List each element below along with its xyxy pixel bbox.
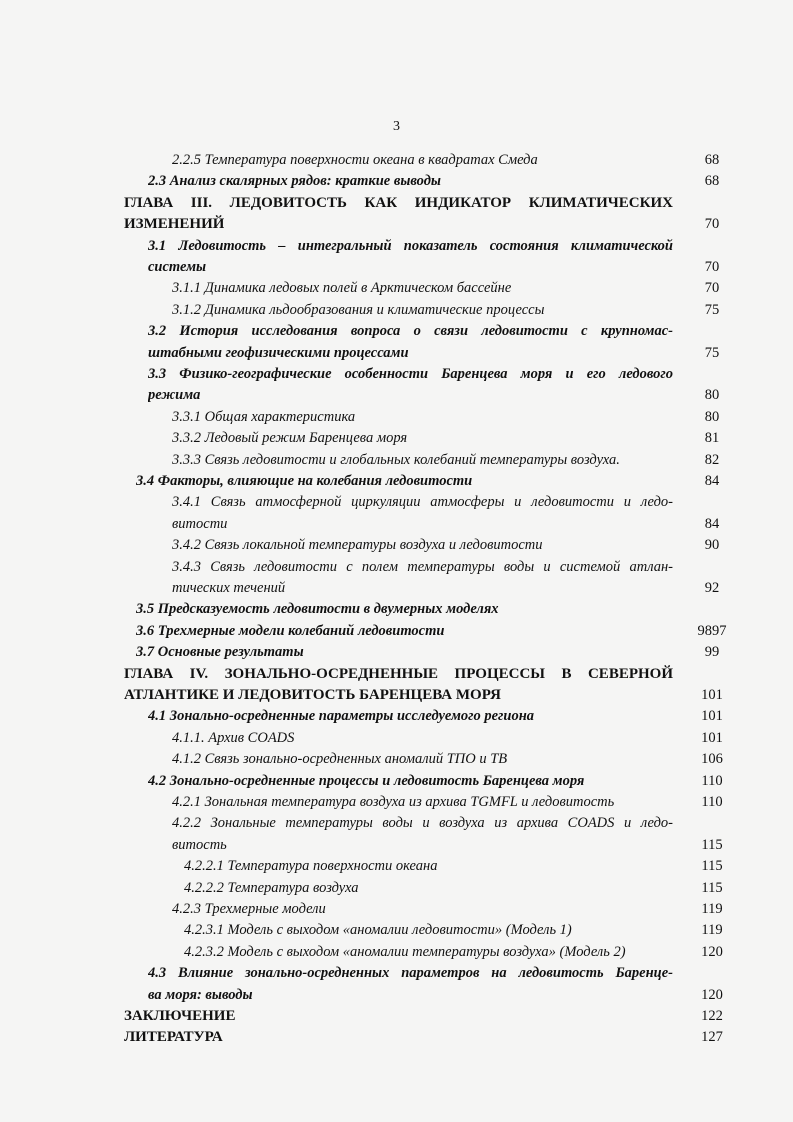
toc-entry-page: 80 <box>704 387 720 404</box>
toc-row <box>0 942 793 963</box>
toc-entry-page: 120 <box>701 986 723 1003</box>
toc-entry-page: 75 <box>704 344 720 361</box>
toc-entry-page: 101 <box>701 687 723 703</box>
toc-entry-page: 127 <box>701 1029 723 1046</box>
toc-entry-text: 4.1.1. Архив COADS <box>172 729 295 746</box>
toc-entry-page: 84 <box>704 473 720 489</box>
toc-entry-text: ЗАКЛЮЧЕНИЕ <box>124 1008 236 1024</box>
toc-row <box>0 963 793 984</box>
toc-row <box>0 450 793 471</box>
toc-row <box>0 771 793 792</box>
toc-row <box>0 300 793 321</box>
toc-entry-text: 3.3.3 Связь ледовитости и глобальных колебаний температуры воздуха. <box>172 451 620 468</box>
toc-row <box>0 792 793 813</box>
toc-entry-page: 80 <box>704 408 720 425</box>
toc-entry-text: 4.2.1 Зональная температура воздуха из архива TGMFL и ледовитость <box>172 794 615 810</box>
toc-entry-text: витости <box>172 515 228 532</box>
toc-entry-page: 106 <box>701 751 723 768</box>
toc-row <box>0 621 793 642</box>
toc-entry-text: 3.5 Предсказуемость ледовитости в двумерных моделях <box>136 601 499 618</box>
toc-row <box>0 856 793 877</box>
toc-row <box>0 193 793 214</box>
toc-entry-page: 70 <box>704 216 720 233</box>
toc-entry-page: 68 <box>704 152 720 168</box>
toc-entry-text: 4.2.2.2 Температура воздуха <box>184 879 359 896</box>
toc-row <box>0 578 793 599</box>
toc-entry-page: 81 <box>704 430 720 447</box>
toc-row <box>0 728 793 749</box>
toc-row <box>0 171 793 192</box>
toc-entry-page: 84 <box>704 515 720 532</box>
toc-row <box>0 535 793 556</box>
toc-entry-text: 3.4.2 Связь локальной температуры воздуха и ледовитости <box>172 537 543 554</box>
toc-entry-text: 2.3 Анализ скалярных рядов: краткие выводы <box>148 173 441 190</box>
page-number: 3 <box>393 119 400 134</box>
toc-row <box>0 428 793 449</box>
toc-entry-text: ИЗМЕНЕНИЙ <box>124 216 225 233</box>
toc-entry-text: ва моря: выводы <box>148 986 253 1003</box>
toc-row <box>0 985 793 1006</box>
toc-entry-page: 115 <box>701 879 723 896</box>
toc-entry-page: 119 <box>701 922 723 939</box>
toc-row <box>0 706 793 727</box>
toc-entry-page: 75 <box>704 301 720 318</box>
toc-entry-text: системы <box>148 259 207 275</box>
toc-entry-page: 101 <box>701 708 723 725</box>
toc-entry-text: тических течений <box>172 580 286 596</box>
toc-entry-text: 3.3.2 Ледовый режим Баренцева моря <box>172 430 408 447</box>
toc-entry-page: 99 <box>704 644 720 661</box>
toc-entry-text: штабными геофизическими процессами <box>148 344 409 361</box>
toc-entry-text: 2.2.5 Температура поверхности океана в квадратах Смеда <box>172 152 538 168</box>
toc-entry-page: 70 <box>704 259 720 275</box>
toc-row <box>0 685 793 706</box>
toc-entry-text: 4.1.2 Связь зонально-осредненных аномалий ТПО и ТВ <box>172 751 508 768</box>
toc-row <box>0 878 793 899</box>
toc-entry-text: 3.1.2 Динамика льдообразования и климатические процессы <box>172 301 545 318</box>
toc-entry-page: 110 <box>701 794 723 810</box>
toc-entry-page: 119 <box>701 901 723 917</box>
toc-row <box>0 813 793 834</box>
toc-entry-page: 115 <box>701 858 723 875</box>
toc-entry-text: 4.2.2 Зональные температуры воды и воздуха из архива COADS и ледо- <box>172 815 673 832</box>
toc-entry-text: 4.2.3.1 Модель с выходом «аномалии ледовитости» (Модель 1) <box>184 922 572 939</box>
toc-entry-text: ГЛАВА IV. ЗОНАЛЬНО-ОСРЕДНЕННЫЕ ПРОЦЕССЫ В СЕВЕРНОЙ <box>124 665 673 682</box>
toc-row <box>0 150 793 171</box>
toc-entry-text: витость <box>172 836 227 853</box>
toc-entry-page: 115 <box>701 836 723 853</box>
toc-row <box>0 514 793 535</box>
toc-entry-text: 4.2.2.1 Температура поверхности океана <box>184 858 438 875</box>
toc-entry-text: 3.3.1 Общая характеристика <box>172 408 356 425</box>
toc-entry-page: 101 <box>701 729 723 746</box>
toc-entry-text: 3.4.1 Связь атмосферной циркуляции атмосферы и ледовитости и ледо- <box>172 494 673 511</box>
toc-entry-text: 3.3 Физико-географические особенности Баренцева моря и его ледового <box>148 366 673 382</box>
toc-row <box>0 1006 793 1027</box>
toc-row <box>0 321 793 342</box>
toc-row <box>0 599 793 620</box>
toc-entry-page: 92 <box>704 580 720 596</box>
toc-row <box>0 835 793 856</box>
toc-entry-page: 122 <box>701 1008 723 1024</box>
toc-entry-text: 3.1.1 Динамика ледовых полей в Арктическом бассейне <box>172 280 512 297</box>
toc-row <box>0 257 793 278</box>
toc-row <box>0 236 793 257</box>
toc-entry-text: ГЛАВА III. ЛЕДОВИТОСТЬ КАК ИНДИКАТОР КЛИМАТИЧЕСКИХ <box>124 194 673 211</box>
toc-row <box>0 920 793 941</box>
toc-row <box>0 642 793 663</box>
toc-entry-page: 110 <box>701 772 723 789</box>
toc-entry-text: 4.2.3.2 Модель с выходом «аномалии температуры воздуха» (Модель 2) <box>184 943 626 960</box>
toc-entry-text: 3.6 Трехмерные модели колебаний ледовитости <box>136 622 445 639</box>
toc-row <box>0 557 793 578</box>
toc-entry-page: 82 <box>704 451 720 468</box>
toc-row <box>0 492 793 513</box>
toc-row <box>0 278 793 299</box>
toc-entry-page: 9897 <box>697 622 727 639</box>
toc-entry-text: режима <box>148 387 201 404</box>
toc-row <box>0 407 793 428</box>
toc-row <box>0 471 793 492</box>
toc-entry-text: 4.2 Зонально-осредненные процессы и ледовитость Баренцева моря <box>148 772 585 789</box>
toc-entry-text: 4.1 Зонально-осредненные параметры исследуемого региона <box>148 708 535 725</box>
toc-entry-text: АТЛАНТИКЕ И ЛЕДОВИТОСТЬ БАРЕНЦЕВА МОРЯ <box>124 687 501 703</box>
toc-entry-text: 3.2 История исследования вопроса о связи ледовитости с крупномас- <box>148 323 673 340</box>
toc-row <box>0 343 793 364</box>
toc-row <box>0 364 793 385</box>
toc-entry-text: 3.7 Основные результаты <box>136 644 304 661</box>
toc-row <box>0 214 793 235</box>
toc-row <box>0 664 793 685</box>
toc-entry-page: 90 <box>704 537 720 554</box>
toc-row <box>0 385 793 406</box>
toc-entry-page: 120 <box>701 943 723 960</box>
toc-entry-page: 70 <box>704 280 720 297</box>
toc-entry-text: 3.4 Факторы, влияющие на колебания ледовитости <box>136 473 473 489</box>
toc-entry-text: 4.3 Влияние зонально-осредненных параметров на ледовитость Баренце- <box>148 965 673 982</box>
toc-entry-text: ЛИТЕРАТУРА <box>124 1029 223 1046</box>
toc-row <box>0 749 793 770</box>
toc-entry-text: 3.1 Ледовитость – интегральный показатель состояния климатической <box>148 237 673 254</box>
toc-row <box>0 899 793 920</box>
toc-entry-page: 68 <box>704 173 720 190</box>
toc-entry-text: 3.4.3 Связь ледовитости с полем температуры воды и системой атлан- <box>172 558 673 575</box>
toc-entry-text: 4.2.3 Трехмерные модели <box>172 901 326 917</box>
toc-row <box>0 1027 793 1048</box>
